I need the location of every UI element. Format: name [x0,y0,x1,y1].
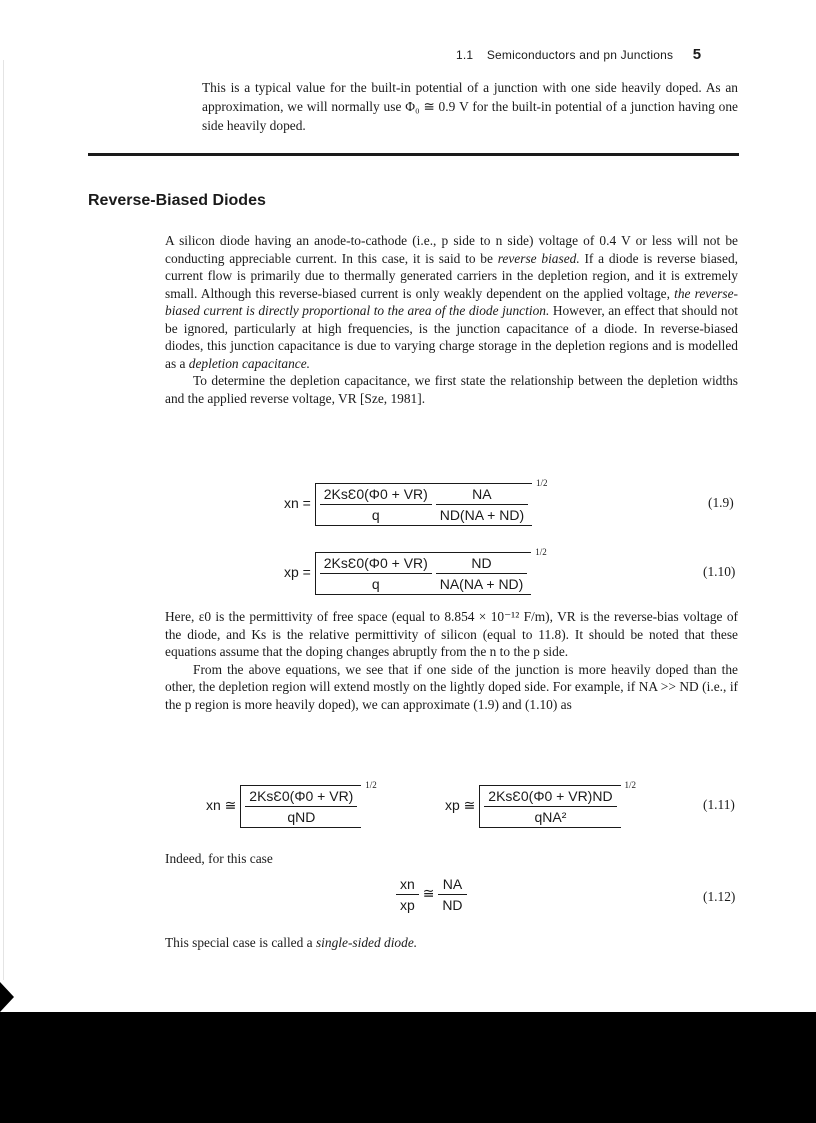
eq1-9-exponent: 1/2 [536,478,548,488]
header-section-number: 1.1 [456,48,474,62]
equation-1-10 [284,547,547,595]
equation-1-11 [206,780,377,828]
paragraph-heavily-doped: From the above equations, we see that if one side of the junction is more heavily doped than the other, the depletion region will extend mostly on the lightly doped side. For example, if NA >> ND (i.e., if the p region is more heavily doped), we can approximate (1.9) and (1.10) as [165,661,738,712]
paragraph-permittivity: Here, ε0 is the permittivity of free space (equal to 8.854 × 10⁻¹² F/m), VR is the reverse-bias voltage of the diode, and Ks is the relative permittivity of silicon (equal to 11.8). It should be noted that these equations assume that the doping changes abruptly from the n to the p side. [165,609,738,659]
eq1-12-relation: ≅ [422,885,435,902]
p1-text-a: A silicon diode having an anode-to-cathode (i.e., p side to n side) voltage of 0.4 V or less will not be conducting appreciable current. In this case, it is said to be [165,233,738,266]
header-section-title: Semiconductors and pn Junctions [486,48,674,62]
eq1-11-bracket-b [479,785,620,828]
eq1-11-lhs-xn: xn ≅ [206,797,237,813]
page-number: 5 [692,46,702,63]
eq1-11-lhs-xp: xp ≅ [445,797,476,813]
eq1-12-fraction-left: $\frac{xn}{xp}$ [396,876,419,913]
paragraph-depletion-widths: To determine the depletion capacitance, we first state the relationship between the depletion widths and the applied reverse voltage, VR [Sze, 1981]. [165,373,738,406]
eq1-11-fraction-b: $\frac{\text{2KsƐ0(Φ0 + VR)ND}}{\text{qNA²}}$ [484,788,616,825]
p1-text-b: If a diode is reverse biased, current flow is primarily due to thermally generated carriers in the depletion region, and it is extremely small. Although this reverse-biased current is only weakly dependent on the applied voltage, [165,250,738,301]
equation-label-1-9: (1.9) [708,495,734,510]
section-heading: Reverse-Biased Diodes [88,192,266,209]
running-header [456,46,701,63]
section-divider-rule [88,153,739,156]
page-gutter-shadow [3,60,4,980]
p1-emphasis-proportional: the reverse-biased current is directly proportional to the area of the diode junction. [165,285,739,318]
paragraph-reverse-bias [165,232,738,407]
equation-label-1-11: (1.11) [703,797,735,812]
eq1-9-bracket [315,483,532,526]
eq1-9-fraction-1: $\frac{\text{2KsƐ0(Φ0 + VR)}}{q}$ [320,486,432,523]
eq1-11-exponent-b: 1/2 [624,780,636,790]
eq1-10-bracket [315,552,532,595]
equation-label-1-10: (1.10) [703,564,736,579]
indeed-line: Indeed, for this case [165,851,273,866]
scan-black-border [0,1012,816,1123]
eq1-9-fraction-2: $\frac{NA}{ND(NA + ND)}$ [436,486,528,523]
intro-paragraph: This is a typical value for the built-in potential of a junction with one side heavily doped. As an approximation, we will normally use Φ₀ ≅ 0.9 V for the built-in potential of a junction having one side heavily doped. [202,80,738,133]
equation-1-11-b [445,780,636,828]
eq1-10-exponent: 1/2 [535,547,547,557]
p1-text-c: However, an effect that should not be ignored, particularly at high frequencies, is the junction capacitance of a diode. In reverse-biased diodes, this junction capacitance is due to varying charge storage in the depletion regions and is modelled as a [165,303,738,371]
closing-text: This special case is called a [165,935,316,950]
eq1-11-exponent-a: 1/2 [365,780,377,790]
paragraph-definitions [165,608,738,713]
p1-emphasis-depletion: depletion capacitance. [188,355,311,371]
eq1-12-fraction-right: $\frac{NA}{ND}$ [438,876,466,913]
eq1-11-fraction-a: $\frac{\text{2KsƐ0(Φ0 + VR)}}{\text{qND}}$ [245,788,357,825]
eq1-9-lhs: xn = [284,495,311,511]
eq1-11-bracket-a [240,785,361,828]
closing-line [165,934,738,952]
p1-emphasis-reverse-biased: reverse biased. [497,250,580,266]
scan-edge-mark [0,982,14,1012]
equation-1-12 [396,876,467,913]
equation-label-1-12: (1.12) [703,889,736,904]
eq1-10-fraction-2: $\frac{ND}{NA(NA + ND)}$ [436,555,528,592]
equation-1-9 [284,478,548,526]
eq1-10-lhs: xp = [284,564,311,580]
closing-emphasis: single-sided diode. [315,935,418,950]
eq1-10-fraction-1: $\frac{\text{2KsƐ0(Φ0 + VR)}}{q}$ [320,555,432,592]
